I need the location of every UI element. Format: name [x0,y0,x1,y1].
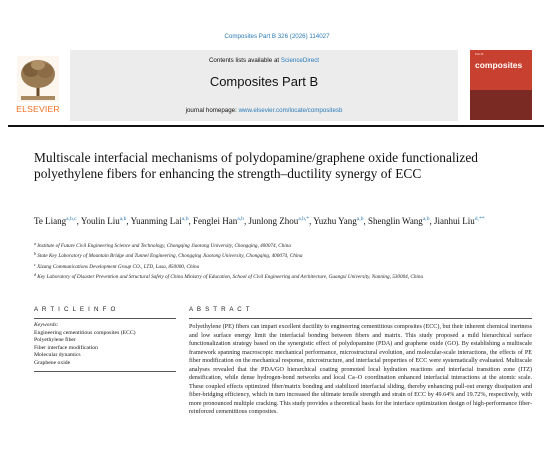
author[interactable] [34,216,77,226]
affiliation-item [34,271,534,281]
author-affiliation-marks[interactable]: d,** [474,216,485,222]
author-affiliation-marks[interactable]: a,b [356,216,364,222]
author[interactable] [313,216,363,226]
abstract-text: Polyethylene (PE) fibers can impart excellent ductility to engineering cementitious composites (ECC), but their inherent chemical inertness and low surface energy limit the interfacial bonding between fibers and matrix. This study proposed a mild hierarchical surface functionalization strategy based on the synergistic effect of polydopamine (PDA) and graphene oxide (GO). By establishing a multiscale framework spanning macroscopic mechanical performance, microstructural evolution, and molecular-scale interactions, the effects of PE fiber modification on the mechanical response, microstructure, and interfacial properties of ECC were systematically evaluated. Multiscale analyses revealed that the PDA/GO hierarchical coating promoted local hydration reactions and interfacial transition zone (ITZ) densification, while dense hydrogen-bond networks and local Ca–O coordination enhanced interfacial interactions at the atomic scale. These coupled effects optimized fiber/matrix bonding and stabilized interfacial sliding, thereby enhancing pull-out energy dissipation and fiber-bridging efficiency, which in turn increased the ultimate tensile strength and strain of ECC by 49.64% and 19.72%, respectively, with more pronounced multiple cracking. This study provides a theoretical basis for the interface optimization design of high-performance fiber-reinforced cementitious composites. [189,324,532,416]
article-info-header: A R T I C L E I N F O [34,306,117,313]
author[interactable] [193,216,244,226]
author[interactable] [248,216,309,226]
author-affiliation-marks[interactable]: a,b [237,216,244,222]
affiliation-text: State Key Laboratory of Mountain Bridge and Tunnel Engineering, Chongqing Jiaotong University, Chongqing, 400074, China [36,253,303,260]
journal-cover-image [470,50,532,120]
keywords-rule [34,371,176,372]
affiliation-mark: b [34,251,36,257]
homepage-line [70,107,458,114]
affiliation-mark: c [34,261,36,267]
keyword-item: Polyethylene fiber [34,337,76,344]
abstract-rule [189,318,532,319]
keyword-item: Fiber interface modification [34,344,98,351]
affiliation-text: Institute of Future Civil Engineering Science and Technology, Chongqing Jiaotong University, Chongqing, 400074, China [36,243,291,249]
article-info-rule [34,318,176,319]
author-affiliation-marks[interactable]: a,b [119,216,127,222]
contents-prefix: Contents lists available at [208,57,281,64]
author-name: Te Liang [34,216,67,226]
author-name: Jianhui Liu [434,216,475,226]
affiliation-list [34,240,534,282]
elsevier-wordmark: ELSEVIER [16,104,60,114]
keywords-list [34,330,179,368]
paper-title: Multiscale interfacial mechanisms of polydopamine/graphene oxide functionalized polyethylene fibers for enhancing the strength–ductility synergy of ECC [34,150,478,182]
author-list: Te Liang$^{a,b,c}$, Youlin Liu$^{a,b}$, Yuanming Lai$^{a,b}$, Fenglei Han$^{a,b}$, Junlong Zhou$^{a,b,*}$, Yuzhu Yang$^{a,b}$, Shenglin Wang$^{a,b}$, Jianhui Liu$^{d,**}$ [34,216,485,226]
keyword-item: Engineering cementitious composites (ECC) [34,329,136,336]
cover-title: composites [475,60,523,70]
keywords-label: Keywords: [34,322,59,328]
author-affiliation-marks[interactable]: a,b,* [298,216,310,222]
affiliation-text: Xizang Communications Development Group CO., LTD, Lasa, 850000, China [35,263,200,270]
sciencedirect-link[interactable]: ScienceDirect [280,57,320,64]
affiliation-item [34,240,534,250]
affiliation-mark: a [34,241,36,246]
homepage-link[interactable]: www.elsevier.com/locate/compositesb [238,107,343,114]
elsevier-tree-icon [17,56,59,102]
author[interactable] [81,216,127,226]
masthead-rule [8,125,544,127]
author-affiliation-marks[interactable]: a,b,c [66,216,77,222]
keyword-item: Graphene oxide [34,359,71,366]
citation-line[interactable]: Composites Part B 326 (2026) 114027 [224,33,330,40]
author[interactable] [434,216,485,226]
affiliation-mark: d [34,272,36,278]
author[interactable] [368,216,430,226]
cover-band [470,90,532,120]
author-name: Shenglin Wang [367,216,423,226]
author-name: Junlong Zhou [248,216,299,226]
abstract-header: A B S T R A C T [189,306,251,313]
cover-subtitle: Part B [475,52,484,56]
author-name: Yuanming Lai [130,216,182,226]
contents-line [70,57,458,64]
keyword-item: Molecular dynamics [34,352,81,359]
affiliation-item [34,261,534,271]
author-affiliation-marks[interactable]: a,b [422,216,430,222]
author-name: Yuzhu Yang [313,216,357,226]
author-affiliation-marks[interactable]: a,b [181,216,189,222]
keywords-block [34,322,179,368]
journal-title: Composites Part B [209,74,319,89]
author-name: Youlin Liu [80,216,120,226]
affiliation-item [34,250,534,260]
affiliation-text: Key Laboratory of Disaster Prevention and Structural Safety of China Ministry of Education, School of Civil Engineering and Architecture, Guangxi University, Nanning, 530004, China [36,274,424,281]
author[interactable] [131,216,189,226]
homepage-prefix: journal homepage: [185,107,239,114]
author-name: Fenglei Han [193,216,238,226]
